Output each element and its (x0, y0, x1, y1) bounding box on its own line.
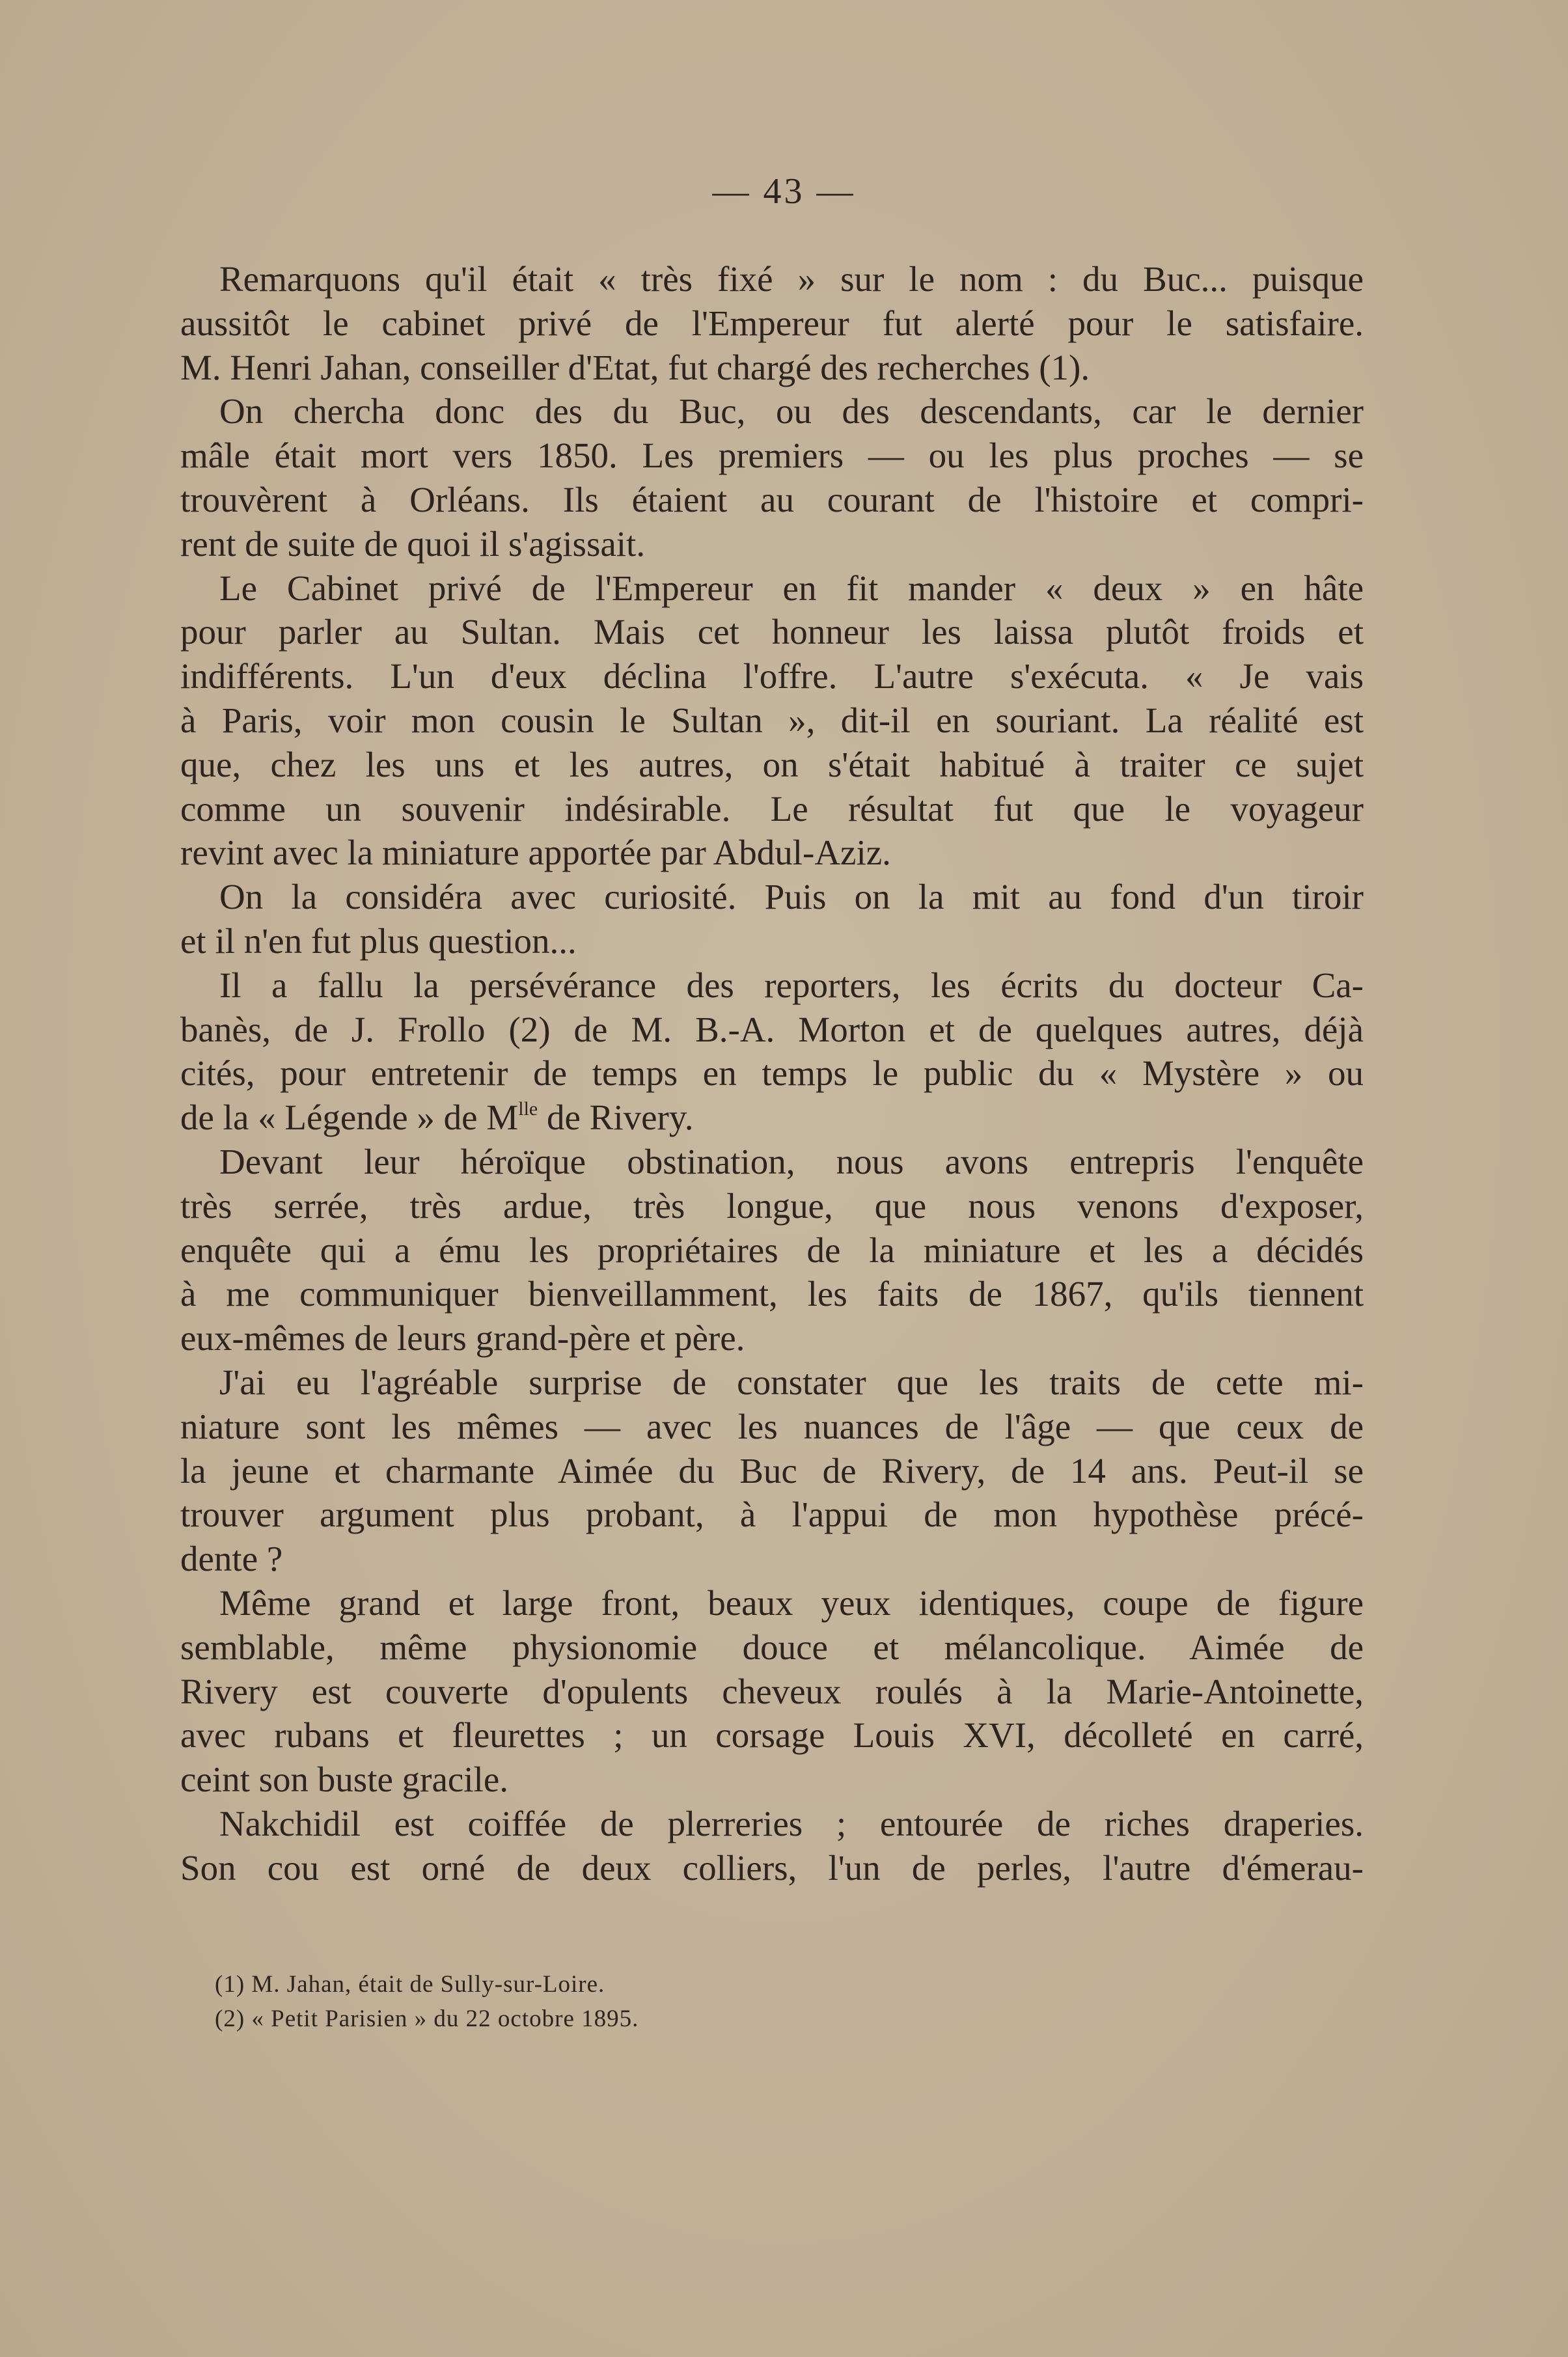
text-line (180, 257, 1364, 301)
line-text: Remarquons qu'il était « très fixé » sur le nom : du Buc... puisque (219, 259, 1364, 299)
text-line (180, 743, 1364, 787)
line-text: mâle était mort vers 1850. Les premiers — ou les plus proches — se (180, 435, 1364, 476)
line-text: de Rivery. (538, 1097, 694, 1138)
text-line (180, 1757, 1364, 1802)
line-text: J'ai eu l'agréable surprise de constater que les traits de cette mi- (219, 1362, 1364, 1402)
line-text: indifférents. L'un d'eux déclina l'offre. L'autre s'exécuta. « Je vais (180, 656, 1364, 696)
text-line (180, 1008, 1364, 1052)
line-text: semblable, même physionomie douce et mélancolique. Aimée de (180, 1627, 1364, 1667)
text-line (180, 1449, 1364, 1493)
text-line (180, 1537, 1364, 1581)
line-text: dente ? (180, 1539, 283, 1579)
text-line (180, 1581, 1364, 1625)
line-text: comme un souvenir indésirable. Le résultat fut que le voyageur (180, 788, 1364, 829)
text-line (180, 1405, 1364, 1449)
text-line (180, 346, 1364, 390)
text-line (180, 1670, 1364, 1714)
text-line (180, 1316, 1364, 1360)
line-text: cités, pour entretenir de temps en temps le public du « Mystère » ou (180, 1053, 1364, 1094)
line-text: et il n'en fut plus question... (180, 920, 577, 961)
text-line (180, 1360, 1364, 1405)
text-line (180, 875, 1364, 919)
text-line (180, 566, 1364, 611)
line-text: avec rubans et fleurettes ; un corsage Louis XVI, décolleté en carré, (180, 1715, 1364, 1756)
text-line (180, 919, 1364, 963)
line-text: rent de suite de quoi il s'agissait. (180, 523, 646, 564)
footnote: (2) « Petit Parisien » du 22 octobre 1895. (215, 2006, 639, 2032)
text-line (180, 1625, 1364, 1670)
text-line (180, 1228, 1364, 1273)
text-line (180, 301, 1364, 346)
line-text: enquête qui a ému les propriétaires de la miniature et les a décidés (180, 1230, 1364, 1270)
line-text: pour parler au Sultan. Mais cet honneur les laissa plutôt froids et (180, 612, 1364, 652)
line-text: la jeune et charmante Aimée du Buc de Rivery, de 14 ans. Peut-il se (180, 1450, 1364, 1491)
text-line (180, 1493, 1364, 1537)
body-text (180, 257, 1364, 1890)
text-line (180, 1051, 1364, 1096)
text-line (180, 1802, 1364, 1846)
text-line (180, 434, 1364, 478)
footnotes (215, 1967, 639, 2036)
text-line (180, 610, 1364, 654)
superscript: lle (518, 1098, 538, 1120)
line-text: aussitôt le cabinet privé de l'Empereur fut alerté pour le satisfaire. (180, 303, 1364, 343)
text-line (180, 963, 1364, 1008)
text-line (180, 389, 1364, 434)
line-text: Nakchidil est coiffée de plerreries ; entourée de riches draperies. (219, 1803, 1364, 1843)
line-text: On la considéra avec curiosité. Puis on la mit au fond d'un tiroir (219, 877, 1364, 917)
line-text: banès, de J. Frollo (2) de M. B.-A. Morton et de quelques autres, déjà (180, 1009, 1364, 1049)
line-text: Rivery est couverte d'opulents cheveux roulés à la Marie-Antoinette, (180, 1671, 1364, 1711)
text-line (180, 1713, 1364, 1757)
text-line (180, 787, 1364, 831)
line-text: trouvèrent à Orléans. Ils étaient au courant de l'histoire et compri- (180, 479, 1364, 519)
line-text: à me communiquer bienveillamment, les faits de 1867, qu'ils tiennent (180, 1274, 1364, 1314)
line-text: On chercha donc des du Buc, ou des descendants, car le dernier (219, 391, 1364, 432)
line-text: Le Cabinet privé de l'Empereur en fit mander « deux » en hâte (219, 568, 1364, 608)
text-line (180, 698, 1364, 743)
line-text: trouver argument plus probant, à l'appui de mon hypothèse précé- (180, 1495, 1364, 1535)
line-text: que, chez les uns et les autres, on s'était habitué à traiter ce sujet (180, 744, 1364, 784)
text-line (180, 831, 1364, 875)
line-text: eux-mêmes de leurs grand-père et père. (180, 1318, 745, 1358)
text-line (180, 654, 1364, 698)
text-line (180, 1272, 1364, 1316)
text-line (180, 522, 1364, 566)
text-line (180, 1846, 1364, 1890)
text-line (180, 478, 1364, 522)
text-line (180, 1096, 1364, 1140)
line-text: très serrée, très ardue, très longue, que nous venons d'exposer, (180, 1185, 1364, 1226)
line-text: de la « Légende » de M (180, 1097, 519, 1138)
footnote: (1) M. Jahan, était de Sully-sur-Loire. (215, 1971, 605, 1998)
line-text: niature sont les mêmes — avec les nuances de l'âge — que ceux de (180, 1406, 1364, 1446)
line-text: M. Henri Jahan, conseiller d'Etat, fut chargé des recherches (1). (180, 347, 1090, 387)
line-text: Il a fallu la persévérance des reporters, les écrits du docteur Ca- (219, 965, 1364, 1005)
line-text: Devant leur héroïque obstination, nous avons entrepris l'enquête (219, 1141, 1364, 1181)
page-number: — 43 — (712, 171, 856, 212)
line-text: à Paris, voir mon cousin le Sultan », dit-il en souriant. La réalité est (180, 700, 1364, 740)
line-text: ceint son buste gracile. (180, 1759, 508, 1800)
line-text: Son cou est orné de deux colliers, l'un de perles, l'autre d'émerau- (180, 1847, 1364, 1888)
line-text: revint avec la miniature apportée par Abdul-Aziz. (180, 833, 891, 873)
line-text: Même grand et large front, beaux yeux identiques, coupe de figure (219, 1582, 1364, 1623)
text-line (180, 1184, 1364, 1228)
text-line (180, 1140, 1364, 1184)
